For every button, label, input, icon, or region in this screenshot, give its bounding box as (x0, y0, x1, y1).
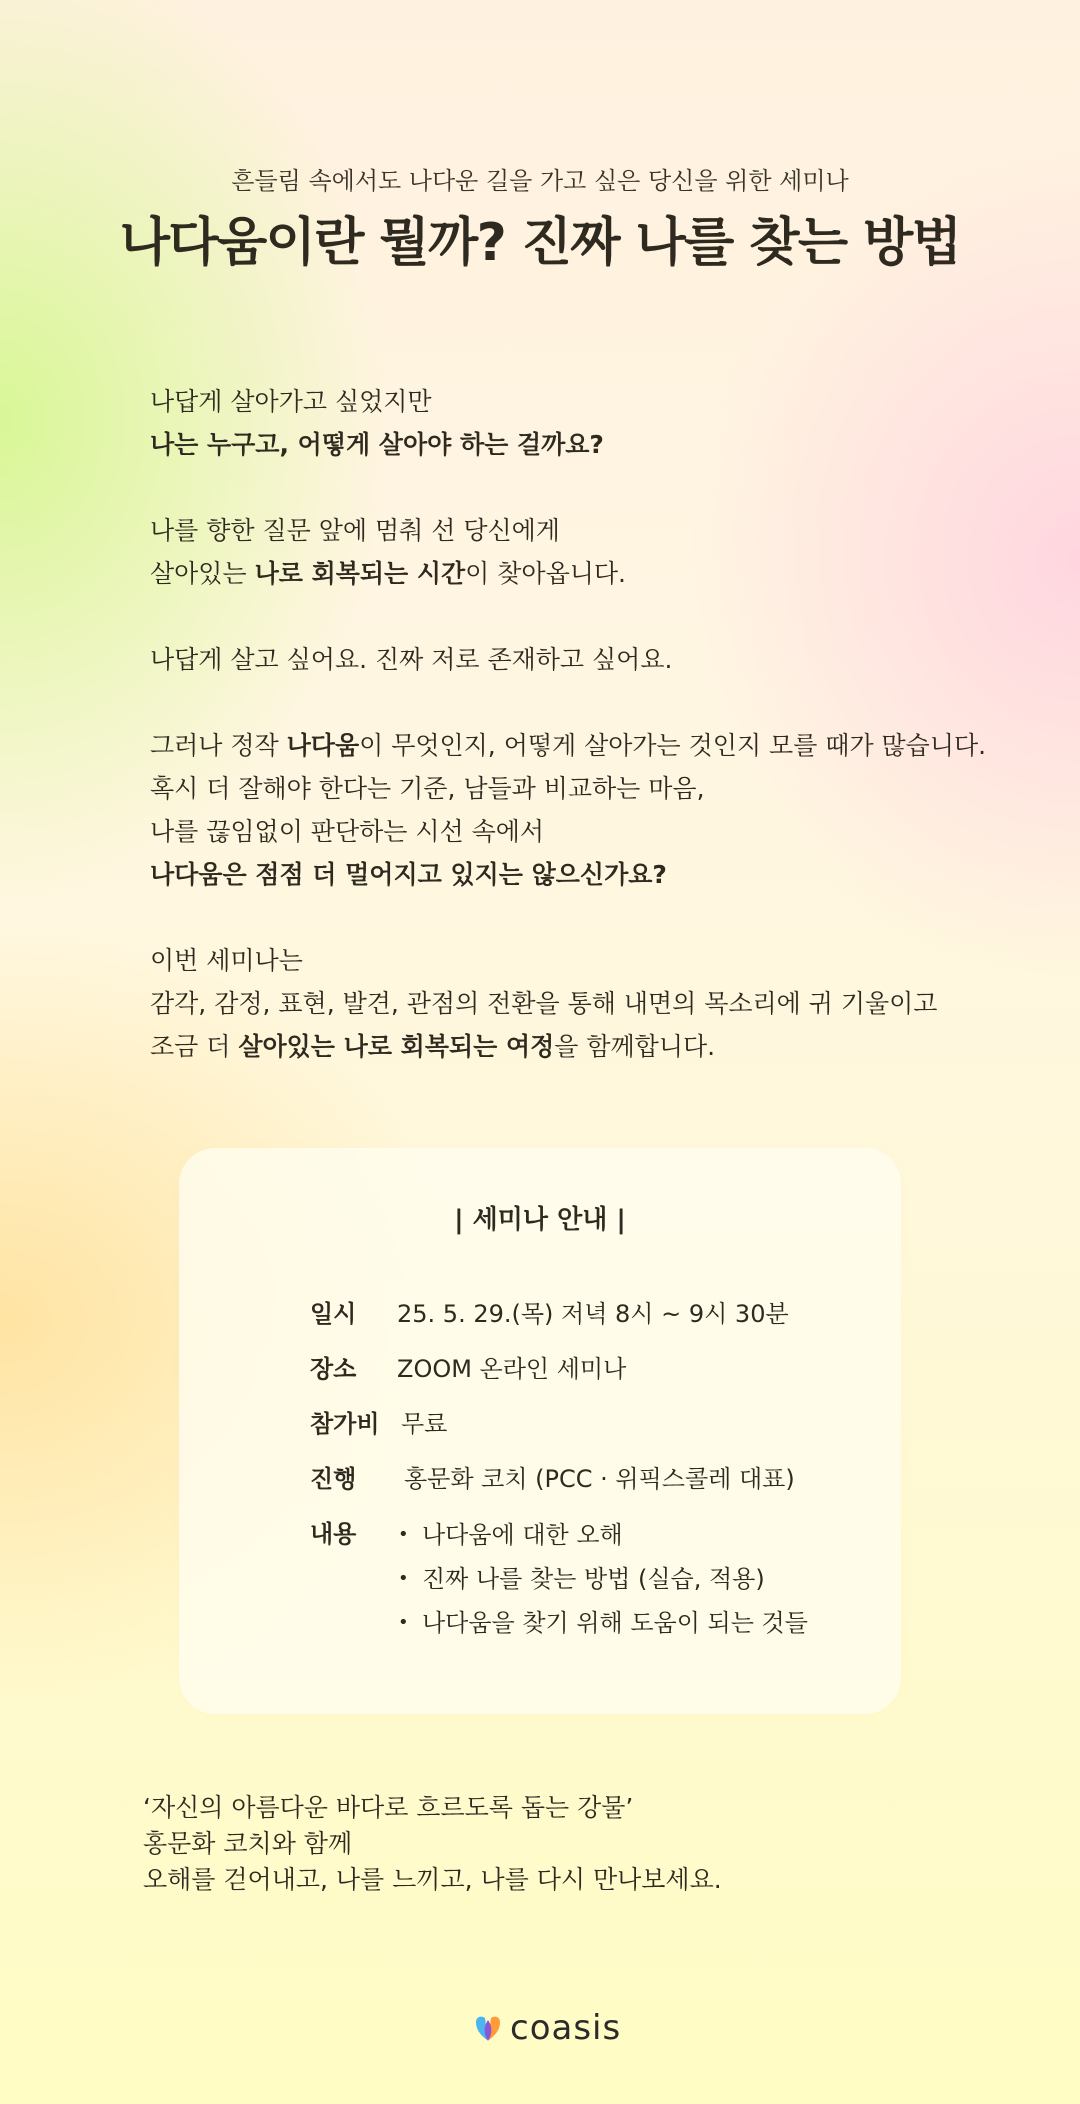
intro-highlight: 나로 회복되는 시간 (254, 559, 466, 588)
intro-line (150, 1025, 950, 1068)
date-value: 25. 5. 29.(목) 저녁 8시 ~ 9시 30분 (397, 1300, 789, 1328)
intro-highlight: 나다움 (286, 731, 360, 760)
intro-line (150, 724, 987, 767)
content-list-item: • 나다움을 찾기 위해 도움이 되는 것들 (398, 1601, 828, 1645)
closing-line: 오해를 걷어내고, 나를 느끼고, 나를 다시 만나보세요. (143, 1865, 722, 1894)
page-title: 나다움이란 뭘까? 진짜 나를 찾는 방법 (119, 213, 961, 273)
page-subtitle: 흔들림 속에서도 나다운 길을 가고 싶은 당신을 위한 세미나 (231, 167, 849, 195)
date-label: 일시 (310, 1300, 357, 1328)
intro-line: 혹시 더 잘해야 한다는 기준, 남들과 비교하는 마음, (150, 774, 705, 803)
intro-highlight: 살아있는 나로 회복되는 여정 (238, 1032, 555, 1061)
intro-line: 나를 끊임없이 판단하는 시선 속에서 (150, 817, 545, 846)
intro-line: 감각, 감정, 표현, 발견, 관점의 전환을 통해 내면의 목소리에 귀 기울이고 (150, 989, 938, 1018)
fee-label: 참가비 (310, 1410, 380, 1438)
content-list-item: • 진짜 나를 찾는 방법 (실습, 적용) (398, 1557, 828, 1601)
intro-question: 나다움은 점점 더 멀어지고 있지는 않으신가요? (150, 860, 667, 889)
place-value: ZOOM 온라인 세미나 (397, 1355, 627, 1383)
intro-text: 을 함께합니다. (554, 1032, 716, 1061)
intro-line: 나답게 살고 싶어요. 진짜 저로 존재하고 싶어요. (150, 645, 673, 674)
paragraph-gap (150, 896, 950, 939)
fee-value: 무료 (401, 1410, 448, 1438)
paragraph-gap (150, 681, 950, 724)
intro-text: 이 찾아옵니다. (465, 559, 626, 588)
intro-line: 나를 향한 질문 앞에 멈춰 선 당신에게 (150, 516, 560, 545)
closing-line: 홍문화 코치와 함께 (143, 1829, 353, 1858)
intro-line (150, 552, 950, 595)
intro-text: 그러나 정작 (150, 731, 287, 760)
content-list (398, 1513, 828, 1645)
intro-line: 나답게 살아가고 싶었지만 (150, 387, 432, 416)
host-value: 홍문화 코치 (PCC · 위픽스콜레 대표) (404, 1465, 795, 1493)
content-label: 내용 (310, 1520, 357, 1548)
place-label: 장소 (310, 1355, 357, 1383)
paragraph-gap (150, 466, 950, 509)
intro-text: 조금 더 (150, 1032, 239, 1061)
intro-text: 이 무엇인지, 어떻게 살아가는 것인지 모를 때가 많습니다. (359, 731, 987, 760)
closing-section (143, 1790, 903, 1898)
intro-line: 이번 세미나는 (150, 946, 303, 975)
heart-logo-icon (474, 2013, 502, 2043)
brand-name: coasis (510, 2008, 622, 2048)
intro-text: 살아있는 (150, 559, 255, 588)
intro-question: 나는 누구고, 어떻게 살아야 하는 걸까요? (150, 430, 604, 459)
closing-line: ‘자신의 아름다운 바다로 흐르도록 돕는 강물’ (143, 1793, 634, 1822)
intro-section (150, 380, 987, 1068)
paragraph-gap (150, 595, 950, 638)
content-list-item: • 나다움에 대한 오해 (398, 1513, 828, 1557)
seminar-info-heading: | 세미나 안내 | (454, 1205, 626, 1235)
seminar-info-card (179, 1148, 901, 1714)
host-label: 진행 (310, 1465, 357, 1493)
brand-logo (474, 2008, 621, 2048)
